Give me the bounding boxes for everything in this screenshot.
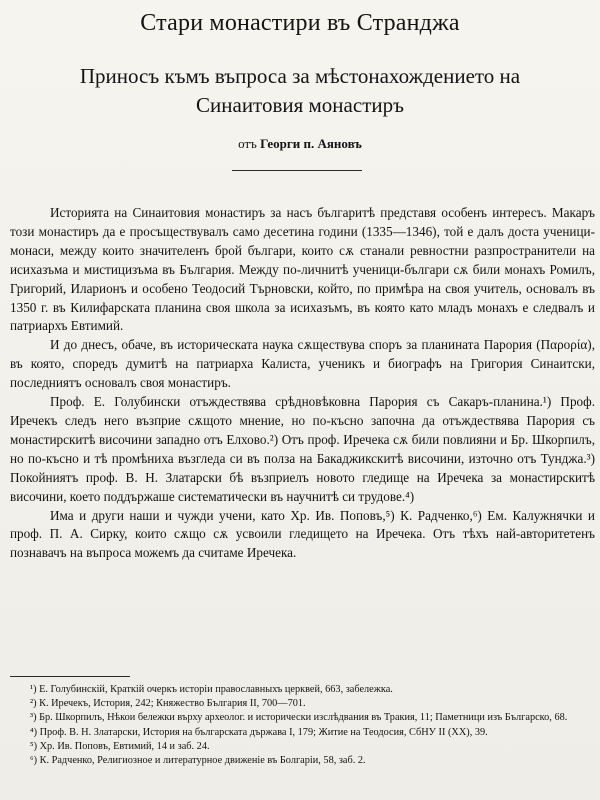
subtitle-line-1: Приносъ къмъ въпроса за мѣстонахождението на	[79, 64, 521, 88]
footnote: ⁴) Проф. В. Н. Златарски, История на българската държава I, 179; Житие на Теодосия, СбНУ II (XX), 39.	[30, 726, 488, 738]
paragraph: Има и други наши и чужди учени, като Хр. Ив. Поповъ,⁵) К. Радченко,⁶) Ем. Калужнячки и проф. П. А. Сирку, които сѫщо сѫ усвоили гледището на Иречека. Отъ тѣхъ най-авторитетенъ познавачъ на въпроса можемъ да считаме Иречека.	[10, 507, 595, 561]
footnote: ³) Бр. Шкорпилъ, Нѣкои бележки върху археолог. и исторически изслѣдвания въ Тракия, 11; Паметници изъ Българско, 68.	[30, 712, 568, 724]
article-title: Стари монастири въ Странджа	[140, 10, 460, 36]
author-line	[0, 136, 600, 152]
author-name: Георги п. Аяновъ	[260, 136, 362, 151]
title-divider	[232, 170, 362, 171]
footnote: ⁶) К. Радченко, Религиозное и литературное движенiе въ Болгаріи, 58, заб. 2.	[30, 755, 366, 767]
footnotes	[10, 683, 595, 768]
subtitle-line-2: Синаитовия монастиръ	[196, 93, 404, 117]
footnote-divider	[10, 676, 130, 677]
footnote: ¹) Е. Голубинскій, Краткій очеркъ исторіи православныхъ церквей, 663, забележка.	[30, 684, 393, 695]
footnote: ⁵) Хр. Ив. Поповъ, Евтимий, 14 и заб. 24.	[30, 740, 210, 752]
author-prefix: отъ	[238, 136, 257, 151]
paragraph: И до днесъ, обаче, въ историческата наука сѫществува споръ за планината Парория (Παρορία), въ която, споредъ думитѣ на патриарха Калиста, ученикъ и биографъ на Григория Синаитски, последниятъ основалъ своя монастиръ.	[10, 337, 595, 391]
article-body	[10, 204, 595, 563]
paragraph: Историята на Синаитовия монастиръ за насъ българитѣ представя особенъ интересъ. Макаръ този монастиръ да е просъществувалъ само десетина години (1335—1346), той е далъ доста ученици-монаси, между които значителенъ брой българи, които сѫ станали ревностни разпространители на исихазъма и мистицизъма въ България. Между по-личнитѣ ученици-българи сѫ били монахъ Ромилъ, Григорий, Иларионъ и особено Теодосий Търновски, който, по примѣра на своя учитель, основалъ въ 1350 г. въ Килифарската планина своя школа за исихазъмъ, въ която като младъ монахъ е следвалъ и патриархъ Евтимий.	[10, 205, 595, 334]
article-subtitle	[0, 62, 600, 120]
footnote: ²) К. Иречекъ, История, 242; Княжество България II, 700—701.	[30, 698, 306, 710]
paragraph: Проф. Е. Голубински отъждествява срѣдновѣковна Парория съ Сакаръ-планина.¹) Проф. Иречекъ следъ него възприе сѫщото мнение, но по-късно започна да отъждествява Парория съ монастирскитѣ височини западно отъ Елхово.²) Отъ проф. Иречека сѫ били повлияни и Бр. Шкорпилъ, но по-късно и тѣ промѣниха възгледа си въ полза на Бакаджикскитѣ височини, източно отъ Тунджа.³) Покойниятъ проф. В. Н. Златарски бѣ възприелъ новото гледище на Иречека за монастирскитѣ височини, което поддържаше систематически въ научнитѣ си трудове.⁴)	[10, 394, 595, 504]
